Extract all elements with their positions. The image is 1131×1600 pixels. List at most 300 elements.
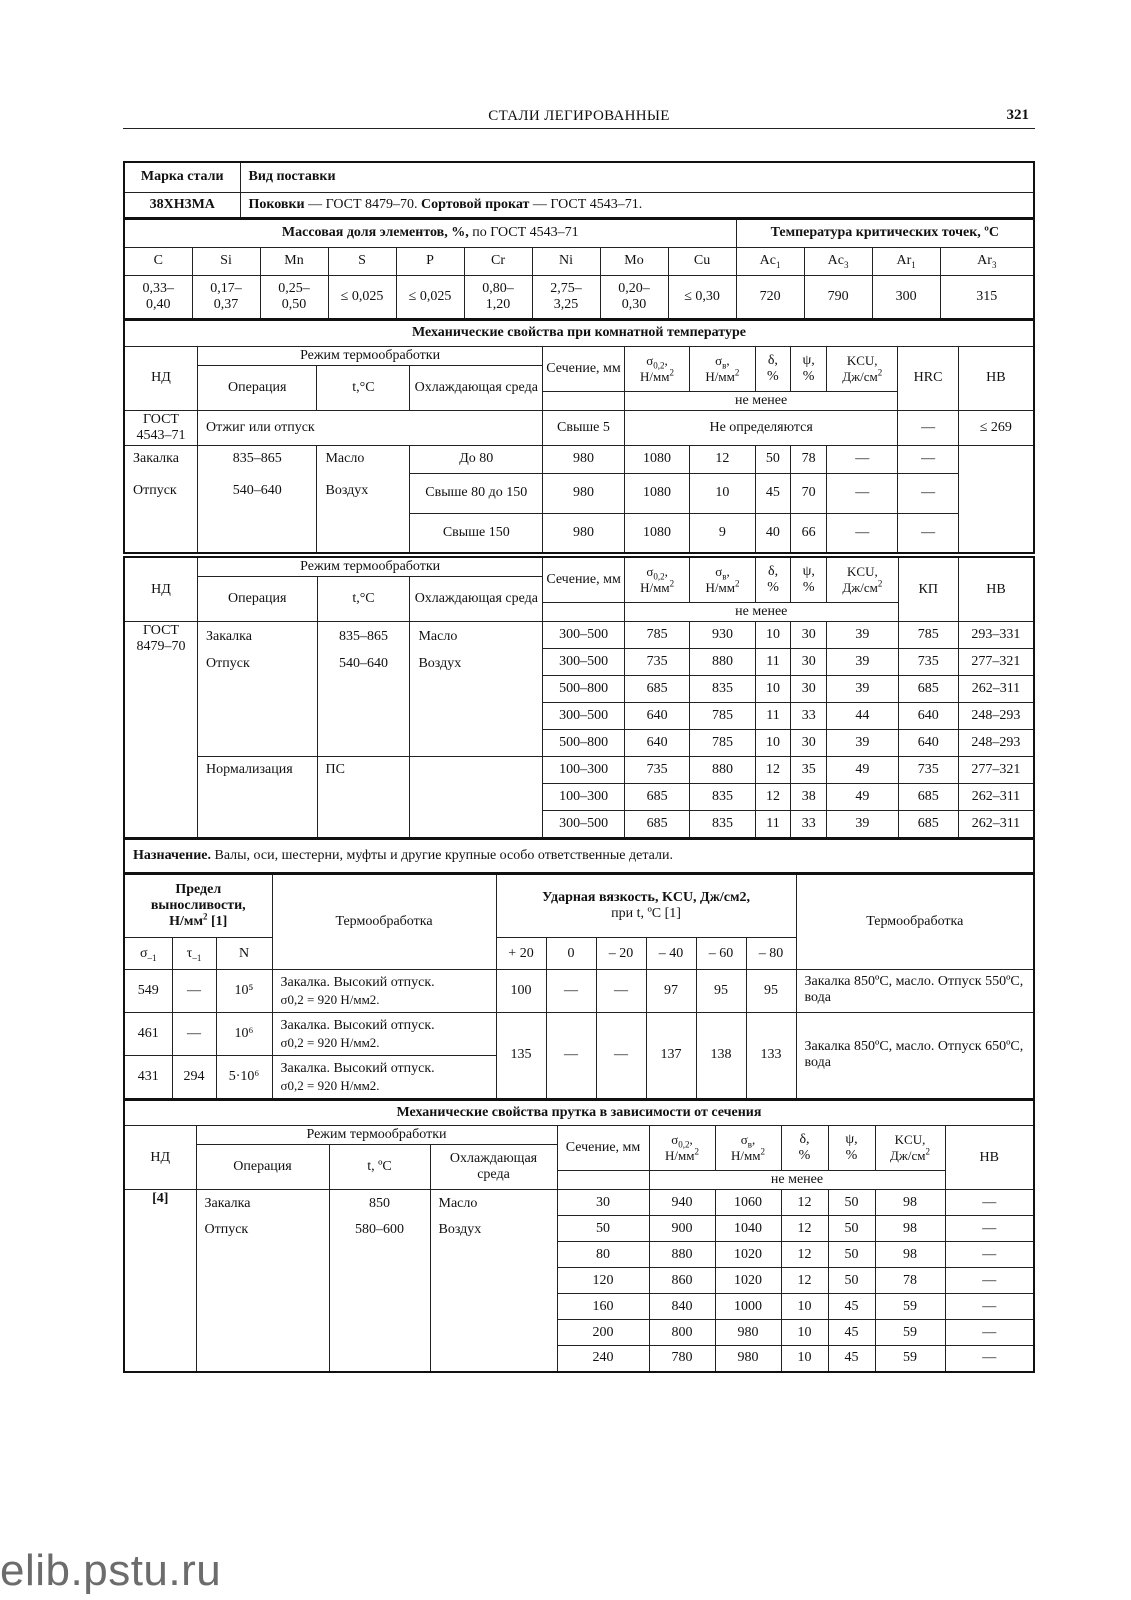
cell-sec: Свыше 80 до 150 — [410, 473, 543, 513]
col-cool: Охлаждающая среда — [430, 1145, 557, 1190]
op-cell — [124, 445, 198, 553]
op-cell — [196, 1190, 329, 1372]
cell-d: 10 — [781, 1320, 828, 1346]
cell-psi: 35 — [791, 757, 827, 784]
col-d: δ, % — [755, 557, 791, 603]
kcu-value: 95 — [696, 970, 746, 1013]
normalization-op: Нормализация — [198, 757, 317, 838]
kcu-value: 133 — [746, 1013, 796, 1099]
cell-psi: 50 — [828, 1216, 875, 1242]
cell-hrc: — — [826, 445, 897, 473]
header-title: СТАЛИ ЛЕГИРОВАННЫЕ — [488, 108, 670, 124]
cooling: Воздух — [418, 656, 462, 671]
cell-psi: 33 — [791, 811, 827, 838]
cell-sec: 200 — [557, 1320, 649, 1346]
cell-sv: 1040 — [715, 1216, 781, 1242]
cell-hb: 262–311 — [958, 676, 1034, 703]
cell-s02: 940 — [649, 1190, 715, 1216]
treat2-header: Термообработка — [796, 874, 1034, 970]
fatigue-n: 10⁵ — [216, 970, 272, 1013]
cell-sv: 980 — [715, 1346, 781, 1372]
col-s02: $\sigma_{0,2}$, $Н/мм^2$ — [649, 1126, 715, 1171]
fatigue-sigma: 549 — [124, 970, 172, 1013]
kcu-value: 95 — [746, 970, 796, 1013]
fatigue-tau: 294 — [172, 1056, 216, 1099]
cell-sv: 785 — [690, 703, 755, 730]
fatigue-tau: — — [172, 970, 216, 1013]
mech-forging-table — [123, 556, 1035, 839]
temp-cell — [317, 622, 410, 757]
table-row — [124, 622, 1034, 649]
fatigue-sub-2: N — [216, 938, 272, 970]
cell-hb: 277–321 — [958, 649, 1034, 676]
cell-sv: 1080 — [624, 445, 689, 473]
element-c: C — [124, 247, 192, 275]
crit-ar1: $Ar_1$ — [872, 247, 940, 275]
cooling: Масло — [418, 629, 458, 644]
cell-s02: 735 — [624, 757, 689, 784]
fatigue-tau: — — [172, 1013, 216, 1056]
col-kcu: KCU, $Дж/см^2$ — [827, 557, 898, 603]
row0-hb: ≤ 269 — [958, 410, 1034, 445]
steel-grade: 38ХН3МА — [124, 192, 240, 218]
grade-label: Марка стали — [124, 162, 240, 192]
cell-sec: 100–300 — [543, 784, 625, 811]
cell-d: 10 — [755, 676, 791, 703]
cell-hb: 262–311 — [958, 784, 1034, 811]
cooling: Воздух — [438, 1222, 482, 1237]
impact-temp-2: – 20 — [596, 938, 646, 970]
cell-d: 10 — [781, 1294, 828, 1320]
fatigue-treat — [272, 970, 496, 1013]
temperature: 835–865 — [338, 629, 388, 644]
critical-points-title: Температура критических точек, ºС — [736, 219, 1034, 247]
value-p: ≤ 0,025 — [396, 275, 464, 319]
cooling: Масло — [325, 450, 365, 466]
cell-hb: 262–311 — [958, 811, 1034, 838]
col-t: t, ºС — [329, 1145, 430, 1190]
cell-s02: 860 — [649, 1268, 715, 1294]
element-s: S — [328, 247, 396, 275]
treat-line: σ0,2 = 920 Н/мм2. — [280, 1035, 380, 1050]
cell-s02: 980 — [543, 513, 625, 553]
col-hb: НВ — [958, 346, 1034, 410]
fatigue-treat — [272, 1013, 496, 1056]
kcu-value: 137 — [646, 1013, 696, 1099]
cell-psi: 30 — [791, 730, 827, 757]
composition-title: Массовая доля элементов, %, по ГОСТ 4543–71 — [124, 219, 736, 247]
mech-bar-title: Механические свойства прутка в зависимости от сечения — [124, 1100, 1034, 1126]
kcu-value: 135 — [496, 1013, 546, 1099]
cell-d: 10 — [781, 1346, 828, 1372]
cell-psi: 45 — [828, 1320, 875, 1346]
cell-kp: 685 — [898, 784, 958, 811]
cell-kcu: 70 — [791, 473, 827, 513]
cell-d: 9 — [690, 513, 755, 553]
value-ni: 2,75– 3,25 — [532, 275, 600, 319]
cell-kp: 685 — [898, 811, 958, 838]
op-cell — [198, 622, 317, 757]
cell-s02: 980 — [543, 445, 625, 473]
cell-d: 10 — [755, 622, 791, 649]
value-mo: 0,20– 0,30 — [600, 275, 668, 319]
cell-s02: 640 — [624, 730, 689, 757]
cell-kcu: 78 — [875, 1268, 945, 1294]
cell-kcu: 78 — [791, 445, 827, 473]
cell-s02: 780 — [649, 1346, 715, 1372]
cell-d: 12 — [690, 445, 755, 473]
fatigue-n: 10⁶ — [216, 1013, 272, 1056]
cell-psi: 30 — [791, 676, 827, 703]
col-mode: Режим термообработки — [198, 346, 543, 365]
kcu-value: 97 — [646, 970, 696, 1013]
cell-kcu: 39 — [827, 811, 898, 838]
impact-temp-3: – 40 — [646, 938, 696, 970]
table-row — [124, 1013, 1034, 1056]
crit-ac1: $Ac_1$ — [736, 247, 804, 275]
nd-ref4: [4] — [124, 1190, 196, 1372]
cell-sec: 160 — [557, 1294, 649, 1320]
temperature: 540–640 — [232, 482, 282, 498]
cell-d: 11 — [755, 649, 791, 676]
fatigue-sub-1: $\tau_{-1}$ — [172, 938, 216, 970]
fatigue-limit-header: Предел выносливости, $Н/мм^2$ [1] — [124, 874, 272, 938]
not-less: не менее — [649, 1171, 945, 1190]
cell-kcu: 49 — [827, 757, 898, 784]
crit-value-3: 315 — [940, 275, 1034, 319]
cell-sv: 880 — [690, 649, 755, 676]
table-row — [124, 1190, 1034, 1216]
col-kcu: KCU, $Дж/см^2$ — [826, 346, 897, 391]
cell-kp: 640 — [898, 730, 958, 757]
cell-sv: 835 — [690, 811, 755, 838]
cell-psi: 30 — [791, 622, 827, 649]
cell-sv: 1020 — [715, 1268, 781, 1294]
cell-kcu: 98 — [875, 1216, 945, 1242]
treat-line: Закалка. Высокий отпуск. — [280, 1018, 435, 1033]
cell-psi: 33 — [791, 703, 827, 730]
cell-sec: 100–300 — [543, 757, 625, 784]
cell-kcu: 59 — [875, 1294, 945, 1320]
cell-s02: 880 — [649, 1242, 715, 1268]
row0-hrc: — — [898, 410, 958, 445]
grade-table — [123, 161, 1035, 219]
row0-op: Отжиг или отпуск — [198, 410, 543, 445]
mech-room-title: Механические свойства при комнатной температуре — [124, 320, 1034, 346]
cell-sec: 240 — [557, 1346, 649, 1372]
temperature: 850 — [369, 1196, 390, 1211]
col-mode: Режим термообработки — [198, 557, 543, 577]
cell-kp: 685 — [898, 676, 958, 703]
cell-s02: 900 — [649, 1216, 715, 1242]
cell-d: 12 — [755, 757, 791, 784]
crit-value-2: 300 — [872, 275, 940, 319]
normalization-cool — [410, 757, 543, 838]
cooling: Масло — [438, 1196, 478, 1211]
impact-temp-1: 0 — [546, 938, 596, 970]
cell-psi: 50 — [828, 1190, 875, 1216]
cell-sec: 300–500 — [543, 703, 625, 730]
composition-table — [123, 218, 1035, 320]
cool-cell — [410, 622, 543, 757]
col-psi: ψ, % — [791, 557, 827, 603]
col-sv: $\sigma_в$, $Н/мм^2$ — [690, 557, 755, 603]
watermark: elib.pstu.ru — [0, 1546, 222, 1595]
kcu-value: 138 — [696, 1013, 746, 1099]
cell-sec: 80 — [557, 1242, 649, 1268]
temp-cell — [198, 445, 317, 553]
not-less: не менее — [624, 391, 898, 410]
col-op: Операция — [198, 577, 317, 622]
cell-psi: 50 — [828, 1268, 875, 1294]
cell-s02: 800 — [649, 1320, 715, 1346]
col-nd: НД — [124, 1126, 196, 1190]
cell-s02: 685 — [624, 811, 689, 838]
not-less: не менее — [624, 603, 898, 622]
cell-sec: 500–800 — [543, 676, 625, 703]
element-mn: Mn — [260, 247, 328, 275]
cell-psi: 30 — [791, 649, 827, 676]
supply-text: Поковки — ГОСТ 8479–70. Сортовой прокат — ГОСТ 4543–71. — [240, 192, 1034, 218]
col-t: t,°С — [317, 365, 410, 410]
cell-sv: 835 — [690, 676, 755, 703]
cell-d: 12 — [781, 1190, 828, 1216]
treat-line: Закалка. Высокий отпуск. — [280, 975, 435, 990]
cell-kcu: 39 — [827, 730, 898, 757]
table-row — [124, 970, 1034, 1013]
cell-sv: 785 — [690, 730, 755, 757]
col-s02: $\sigma_{0,2}$, $Н/мм^2$ — [624, 346, 689, 391]
cell-d: 12 — [781, 1242, 828, 1268]
col-psi: ψ, % — [791, 346, 827, 391]
cell-kcu: 49 — [827, 784, 898, 811]
cell-sec: 300–500 — [543, 811, 625, 838]
cell-sv: 1000 — [715, 1294, 781, 1320]
cell-psi: 45 — [755, 473, 791, 513]
impact-temp-4: – 60 — [696, 938, 746, 970]
cell-kp: 735 — [898, 757, 958, 784]
cell-hb: 248–293 — [958, 703, 1034, 730]
cell-psi: 50 — [755, 445, 791, 473]
cell-sec: До 80 — [410, 445, 543, 473]
normalization-temp: ПС — [317, 757, 410, 838]
fatigue-sigma: 431 — [124, 1056, 172, 1099]
col-hb: НВ — [958, 557, 1034, 622]
cell-kp: 735 — [898, 649, 958, 676]
cell-hb: — — [898, 445, 958, 473]
cell-kcu: 39 — [827, 649, 898, 676]
col-nd: НД — [124, 557, 198, 622]
treat-line: σ0,2 = 920 Н/мм2. — [280, 1077, 380, 1093]
col-op: Операция — [196, 1145, 329, 1190]
col-mode: Режим термообработки — [196, 1126, 557, 1145]
crit-value-0: 720 — [736, 275, 804, 319]
temp-cell — [329, 1190, 430, 1372]
cell-sec: 30 — [557, 1190, 649, 1216]
cell-kp: 785 — [898, 622, 958, 649]
col-t: t,°С — [317, 577, 410, 622]
crit-ar3: $Ar_3$ — [940, 247, 1034, 275]
kcu-value: — — [546, 970, 596, 1013]
impact-temp-0: + 20 — [496, 938, 546, 970]
col-kcu: KCU, $Дж/см^2$ — [875, 1126, 945, 1171]
col-s02: $\sigma_{0,2}$, $Н/мм^2$ — [624, 557, 689, 603]
cell-d: 11 — [755, 811, 791, 838]
cell-sv: 1060 — [715, 1190, 781, 1216]
element-p: P — [396, 247, 464, 275]
cell-kcu: 39 — [827, 622, 898, 649]
col-section: Сечение, мм — [557, 1126, 649, 1171]
element-ni: Ni — [532, 247, 600, 275]
cell-kcu: 44 — [827, 703, 898, 730]
element-si: Si — [192, 247, 260, 275]
cell-hb: 293–331 — [958, 622, 1034, 649]
table-row — [124, 445, 1034, 473]
element-cu: Cu — [668, 247, 736, 275]
value-mn: 0,25– 0,50 — [260, 275, 328, 319]
supply-label: Вид поставки — [240, 162, 1034, 192]
crit-ac3: $Ac_3$ — [804, 247, 872, 275]
cell-sec: 300–500 — [543, 622, 625, 649]
cell-hb: 248–293 — [958, 730, 1034, 757]
cell-d: 12 — [781, 1268, 828, 1294]
cell-sec: Свыше 150 — [410, 513, 543, 553]
nd-gost4543: ГОСТ 4543–71 — [124, 410, 198, 445]
cell-hrc: — — [826, 513, 897, 553]
cell-d: 12 — [781, 1216, 828, 1242]
kcu-value: 100 — [496, 970, 546, 1013]
cell-s02: 840 — [649, 1294, 715, 1320]
fatigue-sub-0: $\sigma_{-1}$ — [124, 938, 172, 970]
fatigue-n: 5·10⁶ — [216, 1056, 272, 1099]
col-nd: НД — [124, 346, 198, 410]
cell-hb: — — [945, 1294, 1034, 1320]
col-op: Операция — [198, 365, 317, 410]
cell-hb: — — [945, 1268, 1034, 1294]
cell-kcu: 98 — [875, 1190, 945, 1216]
cell-s02: 685 — [624, 784, 689, 811]
operation: Закалка — [206, 629, 252, 644]
cell-kcu: 98 — [875, 1242, 945, 1268]
col-psi: ψ, % — [828, 1126, 875, 1171]
mech-bar-table — [123, 1099, 1035, 1373]
row0-note: Не определяются — [624, 410, 898, 445]
col-section: Сечение, мм — [543, 346, 625, 391]
cell-s02: 980 — [543, 473, 625, 513]
col-section: Сечение, мм — [543, 557, 625, 603]
page-number: 321 — [1006, 107, 1029, 123]
cell-s02: 735 — [624, 649, 689, 676]
fatigue-sigma: 461 — [124, 1013, 172, 1056]
cell-hb: — — [945, 1190, 1034, 1216]
fatigue-treat — [272, 1056, 496, 1099]
treat-line: Закалка. Высокий отпуск. — [280, 1060, 435, 1076]
value-si: 0,17– 0,37 — [192, 275, 260, 319]
cell-s02: 685 — [624, 676, 689, 703]
kcu-value: — — [596, 970, 646, 1013]
cell-kcu: 66 — [791, 513, 827, 553]
element-cr: Cr — [464, 247, 532, 275]
col-d: δ, % — [781, 1126, 828, 1171]
purpose-table — [123, 838, 1035, 874]
col-sv: $\sigma_в$, $Н/мм^2$ — [715, 1126, 781, 1171]
col-cool: Охлаждающая среда — [410, 577, 543, 622]
col-hb: НВ — [945, 1126, 1034, 1190]
cool-cell — [430, 1190, 557, 1372]
cell-psi: 45 — [828, 1346, 875, 1372]
cell-hb: — — [898, 513, 958, 553]
impact-temp-5: – 80 — [746, 938, 796, 970]
cell-sec: 120 — [557, 1268, 649, 1294]
cell-psi: 45 — [828, 1294, 875, 1320]
cell-kcu: 59 — [875, 1346, 945, 1372]
value-cr: 0,80– 1,20 — [464, 275, 532, 319]
cell-sec: 500–800 — [543, 730, 625, 757]
cell-hb: — — [945, 1242, 1034, 1268]
operation: Отпуск — [204, 1222, 249, 1237]
cell-kcu: 39 — [827, 676, 898, 703]
col-cool: Охлаждающая среда — [410, 365, 543, 410]
cell-sv: 1080 — [624, 513, 689, 553]
element-mo: Mo — [600, 247, 668, 275]
cell-hb: — — [945, 1320, 1034, 1346]
operation: Закалка — [133, 450, 179, 466]
value-cu: ≤ 0,30 — [668, 275, 736, 319]
cell-kp: 640 — [898, 703, 958, 730]
mech-room-table — [123, 319, 1035, 554]
fatigue-table — [123, 873, 1035, 1100]
temperature: 580–600 — [355, 1222, 404, 1237]
col-kp: КП — [898, 557, 958, 622]
operation: Отпуск — [133, 482, 177, 498]
cell-s02: 785 — [624, 622, 689, 649]
steel-datasheet — [123, 162, 1035, 1373]
cell-sec: 300–500 — [543, 649, 625, 676]
cell-psi: 40 — [755, 513, 791, 553]
treat-header: Термообработка — [272, 874, 496, 970]
running-header — [123, 106, 1035, 129]
cell-hb: — — [945, 1216, 1034, 1242]
col-d: δ, % — [755, 346, 791, 391]
cell-hrc: — — [826, 473, 897, 513]
cell-sv: 880 — [690, 757, 755, 784]
temperature: 835–865 — [232, 450, 282, 466]
temperature: 540–640 — [338, 656, 388, 671]
cell-sv: 930 — [690, 622, 755, 649]
cell-d: 10 — [690, 473, 755, 513]
cool-cell — [317, 445, 410, 553]
nd-gost8479: ГОСТ 8479–70 — [124, 622, 198, 838]
cell-hb: 277–321 — [958, 757, 1034, 784]
kcu-value: — — [596, 1013, 646, 1099]
operation: Отпуск — [206, 656, 250, 671]
cell-kcu: 59 — [875, 1320, 945, 1346]
col-hrc: HRC — [898, 346, 958, 410]
kcu-value: — — [546, 1013, 596, 1099]
cell-sv: 1020 — [715, 1242, 781, 1268]
cell-d: 12 — [755, 784, 791, 811]
cell-psi: 50 — [828, 1242, 875, 1268]
cell-s02: 640 — [624, 703, 689, 730]
cell-psi: 38 — [791, 784, 827, 811]
cell-sv: 1080 — [624, 473, 689, 513]
treat-line: σ0,2 = 920 Н/мм2. — [280, 992, 380, 1007]
cell-d: 11 — [755, 703, 791, 730]
cell-d: 10 — [755, 730, 791, 757]
impact-header: Ударная вязкость, KCU, Дж/см2, при t, ºС [1] — [496, 874, 796, 938]
cooling: Воздух — [325, 482, 369, 498]
cell-hb: — — [945, 1346, 1034, 1372]
